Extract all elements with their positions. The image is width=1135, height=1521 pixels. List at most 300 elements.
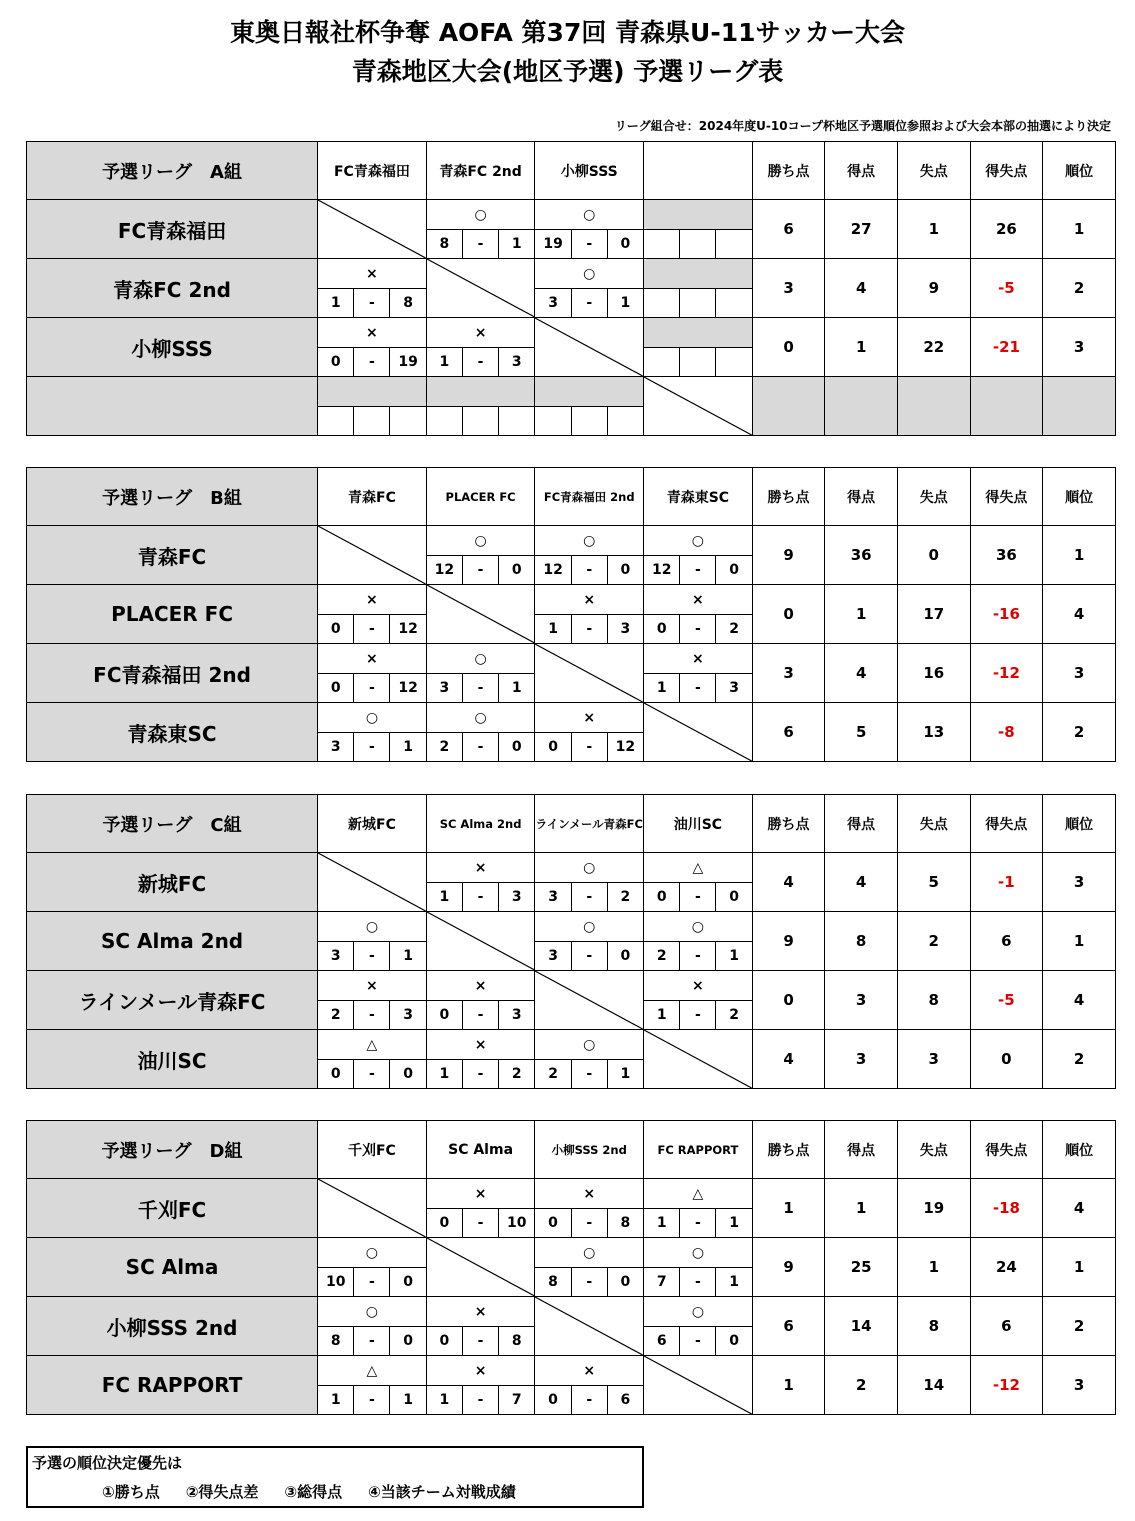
team-stat: -5 xyxy=(970,971,1043,1030)
team-stat: 13 xyxy=(897,703,970,762)
score-value: 1 xyxy=(716,942,752,971)
team-stat: 4 xyxy=(825,259,898,318)
team-name xyxy=(27,377,318,436)
score-separator: - xyxy=(680,883,716,912)
score-value: 7 xyxy=(499,1386,535,1415)
score-value: 3 xyxy=(318,942,354,971)
match-result-mark: ○ xyxy=(318,1238,427,1268)
team-stat: 3 xyxy=(1043,318,1116,377)
league-name: 予選リーグ D組 xyxy=(27,1121,318,1179)
score-separator: - xyxy=(680,1209,716,1238)
score-value: 1 xyxy=(535,615,571,644)
team-stat xyxy=(1043,377,1116,436)
score-value: 3 xyxy=(535,942,571,971)
league-table-a xyxy=(26,141,1116,436)
team-stat: 9 xyxy=(752,1238,825,1297)
score-value: 19 xyxy=(390,348,426,377)
self-match-diagonal xyxy=(426,912,535,971)
score-separator: - xyxy=(463,1327,499,1356)
match-result-mark: × xyxy=(535,585,644,615)
team-stat: 2 xyxy=(1043,1297,1116,1356)
team-stat xyxy=(970,377,1043,436)
score-value: 1 xyxy=(390,942,426,971)
score-value: 0 xyxy=(318,1060,354,1089)
team-stat: 2 xyxy=(897,912,970,971)
score-separator: - xyxy=(354,674,390,703)
stat-header: 失点 xyxy=(897,468,970,526)
score-value: 3 xyxy=(318,733,354,762)
score-separator: - xyxy=(463,733,499,762)
stat-header: 順位 xyxy=(1043,468,1116,526)
league-composition-note: リーグ組合せ：2024年度U-10コープ杯地区予選順位参照および大会本部の抽選により決定 xyxy=(614,119,1111,133)
team-name: 青森FC xyxy=(27,526,318,585)
stat-header: 失点 xyxy=(897,1121,970,1179)
opponent-header: 新城FC xyxy=(318,795,427,853)
score-value: 10 xyxy=(318,1268,354,1297)
stat-header: 得失点 xyxy=(970,468,1043,526)
team-row xyxy=(27,1030,1116,1060)
team-stat: 1 xyxy=(1043,200,1116,259)
team-stat: 14 xyxy=(825,1297,898,1356)
opponent-header: 千刈FC xyxy=(318,1121,427,1179)
team-name: FC青森福田 xyxy=(27,200,318,259)
score-separator: - xyxy=(463,1386,499,1415)
match-result-mark: ○ xyxy=(426,644,535,674)
score-separator: - xyxy=(354,1327,390,1356)
opponent-header: FC青森福田 2nd xyxy=(535,468,644,526)
score-separator: - xyxy=(680,942,716,971)
opponent-header: 青森FC 2nd xyxy=(426,142,535,200)
match-result-mark: × xyxy=(535,1179,644,1209)
stat-header: 得点 xyxy=(825,1121,898,1179)
opponent-header xyxy=(644,142,753,200)
team-stat: 36 xyxy=(825,526,898,585)
opponent-header: FC青森福田 xyxy=(318,142,427,200)
score-value: 0 xyxy=(318,674,354,703)
stat-header: 得点 xyxy=(825,142,898,200)
self-match-diagonal xyxy=(318,200,427,259)
self-match-diagonal xyxy=(318,526,427,585)
team-name: 青森FC 2nd xyxy=(27,259,318,318)
stat-header: 得失点 xyxy=(970,142,1043,200)
score-value: 1 xyxy=(426,883,462,912)
score-value: 1 xyxy=(644,674,680,703)
team-name: SC Alma 2nd xyxy=(27,912,318,971)
league-name: 予選リーグ B組 xyxy=(27,468,318,526)
score-value: 0 xyxy=(716,1327,752,1356)
match-result-mark: ○ xyxy=(644,1238,753,1268)
match-result-mark: ○ xyxy=(535,259,644,289)
score-value: 0 xyxy=(644,615,680,644)
team-stat: 3 xyxy=(897,1030,970,1089)
league-header-row xyxy=(27,1121,1116,1179)
score-value: 12 xyxy=(535,556,571,585)
match-result-mark: × xyxy=(644,971,753,1001)
team-stat: -12 xyxy=(970,1356,1043,1415)
score-separator: - xyxy=(680,1268,716,1297)
score-separator: - xyxy=(680,556,716,585)
team-stat: 0 xyxy=(897,526,970,585)
score-value: 0 xyxy=(607,942,643,971)
score-value: 0 xyxy=(535,1386,571,1415)
team-row xyxy=(27,526,1116,556)
score-separator: - xyxy=(463,1209,499,1238)
score-separator: - xyxy=(680,1327,716,1356)
team-stat: 3 xyxy=(752,259,825,318)
team-name: 新城FC xyxy=(27,853,318,912)
team-stat: 8 xyxy=(825,912,898,971)
score-value xyxy=(716,348,752,377)
score-separator: - xyxy=(463,1001,499,1030)
match-result-mark: ○ xyxy=(535,1030,644,1060)
self-match-diagonal xyxy=(318,853,427,912)
stat-header: 得失点 xyxy=(970,1121,1043,1179)
team-stat: 1 xyxy=(752,1179,825,1238)
score-value: 3 xyxy=(499,883,535,912)
score-value: 2 xyxy=(499,1060,535,1089)
match-result-mark: ○ xyxy=(535,526,644,556)
team-stat: 2 xyxy=(825,1356,898,1415)
team-stat: 25 xyxy=(825,1238,898,1297)
team-stat: 3 xyxy=(1043,1356,1116,1415)
match-result-mark: × xyxy=(318,971,427,1001)
score-separator: - xyxy=(354,1386,390,1415)
score-separator: - xyxy=(571,230,607,259)
match-result-mark xyxy=(318,377,427,407)
team-row xyxy=(27,1356,1116,1386)
team-stat: 3 xyxy=(1043,644,1116,703)
opponent-header: 小柳SSS 2nd xyxy=(535,1121,644,1179)
team-stat: 1 xyxy=(825,318,898,377)
score-separator: - xyxy=(571,1209,607,1238)
score-separator xyxy=(463,407,499,436)
score-value: 2 xyxy=(318,1001,354,1030)
score-value: 2 xyxy=(716,1001,752,1030)
score-value: 0 xyxy=(607,230,643,259)
team-stat: 4 xyxy=(825,644,898,703)
team-stat: 27 xyxy=(825,200,898,259)
score-value: 8 xyxy=(318,1327,354,1356)
team-row xyxy=(27,377,1116,407)
score-separator: - xyxy=(463,556,499,585)
score-value: 12 xyxy=(390,615,426,644)
team-name: 小柳SSS 2nd xyxy=(27,1297,318,1356)
team-stat: -21 xyxy=(970,318,1043,377)
stat-header: 得点 xyxy=(825,468,898,526)
match-result-mark: ○ xyxy=(318,1297,427,1327)
stat-header: 順位 xyxy=(1043,1121,1116,1179)
stat-header: 失点 xyxy=(897,142,970,200)
team-row xyxy=(27,1238,1116,1268)
match-result-mark: × xyxy=(644,644,753,674)
match-result-mark: × xyxy=(426,1297,535,1327)
score-separator: - xyxy=(571,615,607,644)
match-result-mark: ○ xyxy=(318,912,427,942)
team-stat: 26 xyxy=(970,200,1043,259)
team-name: 油川SC xyxy=(27,1030,318,1089)
team-stat: 5 xyxy=(897,853,970,912)
team-stat: 9 xyxy=(752,912,825,971)
match-result-mark: × xyxy=(426,971,535,1001)
team-stat: 2 xyxy=(1043,703,1116,762)
score-value xyxy=(716,289,752,318)
priority-item: ①勝ち点 xyxy=(102,1483,160,1501)
opponent-header: 小柳SSS xyxy=(535,142,644,200)
team-stat: 1 xyxy=(897,1238,970,1297)
team-stat: 2 xyxy=(1043,259,1116,318)
team-name: FC青森福田 2nd xyxy=(27,644,318,703)
score-value: 0 xyxy=(716,556,752,585)
title-line-1: 東奥日報社杯争奪 AOFA 第37回 青森県U-11サッカー大会 xyxy=(229,18,906,47)
team-stat: 4 xyxy=(1043,1179,1116,1238)
score-separator: - xyxy=(463,348,499,377)
team-stat: 1 xyxy=(897,200,970,259)
team-row xyxy=(27,644,1116,674)
score-value: 0 xyxy=(535,733,571,762)
score-value: 8 xyxy=(499,1327,535,1356)
stat-header: 勝ち点 xyxy=(752,142,825,200)
league-grid xyxy=(26,467,1116,762)
score-value xyxy=(644,230,680,259)
score-value: 0 xyxy=(390,1268,426,1297)
team-stat: -18 xyxy=(970,1179,1043,1238)
match-result-mark: × xyxy=(318,259,427,289)
team-stat: -1 xyxy=(970,853,1043,912)
team-stat: 14 xyxy=(897,1356,970,1415)
team-stat: 9 xyxy=(897,259,970,318)
score-separator xyxy=(354,407,390,436)
score-value: 0 xyxy=(607,1268,643,1297)
stat-header: 得点 xyxy=(825,795,898,853)
team-stat: 24 xyxy=(970,1238,1043,1297)
score-value: 10 xyxy=(499,1209,535,1238)
self-match-diagonal xyxy=(535,1297,644,1356)
score-value: 3 xyxy=(716,674,752,703)
team-stat: -8 xyxy=(970,703,1043,762)
score-separator: - xyxy=(571,1386,607,1415)
score-value: 0 xyxy=(644,883,680,912)
ranking-priority-items xyxy=(102,1481,542,1502)
score-value: 1 xyxy=(499,674,535,703)
team-stat: 1 xyxy=(1043,526,1116,585)
score-separator: - xyxy=(463,674,499,703)
league-table-d xyxy=(26,1120,1116,1415)
stat-header: 勝ち点 xyxy=(752,1121,825,1179)
score-value: 1 xyxy=(716,1268,752,1297)
team-stat xyxy=(897,377,970,436)
score-separator: - xyxy=(354,289,390,318)
score-value: 1 xyxy=(426,348,462,377)
stat-header: 勝ち点 xyxy=(752,468,825,526)
score-value: 1 xyxy=(426,1386,462,1415)
score-value: 12 xyxy=(644,556,680,585)
match-result-mark: × xyxy=(644,585,753,615)
score-value: 12 xyxy=(390,674,426,703)
score-value: 2 xyxy=(607,883,643,912)
team-name: ラインメール青森FC xyxy=(27,971,318,1030)
self-match-diagonal xyxy=(644,1030,753,1089)
stat-header: 失点 xyxy=(897,795,970,853)
score-value: 0 xyxy=(716,883,752,912)
team-name: PLACER FC xyxy=(27,585,318,644)
self-match-diagonal xyxy=(644,1356,753,1415)
team-stat: 8 xyxy=(897,1297,970,1356)
league-table-b xyxy=(26,467,1116,762)
score-value: 2 xyxy=(644,942,680,971)
team-stat: 19 xyxy=(897,1179,970,1238)
match-result-mark: ○ xyxy=(644,912,753,942)
score-separator: - xyxy=(571,942,607,971)
score-value: 0 xyxy=(499,556,535,585)
score-separator: - xyxy=(680,1001,716,1030)
team-stat: 36 xyxy=(970,526,1043,585)
team-stat: 4 xyxy=(752,1030,825,1089)
score-value: 12 xyxy=(607,733,643,762)
score-value: 1 xyxy=(644,1209,680,1238)
score-value: 0 xyxy=(499,733,535,762)
match-result-mark: × xyxy=(426,1030,535,1060)
match-result-mark: × xyxy=(535,703,644,733)
score-separator: - xyxy=(354,348,390,377)
score-value: 3 xyxy=(390,1001,426,1030)
score-value: 1 xyxy=(607,289,643,318)
score-value: 8 xyxy=(607,1209,643,1238)
team-stat: 6 xyxy=(752,200,825,259)
match-result-mark: × xyxy=(426,318,535,348)
match-result-mark: △ xyxy=(644,1179,753,1209)
team-stat: 1 xyxy=(752,1356,825,1415)
league-grid xyxy=(26,794,1116,1089)
score-separator: - xyxy=(354,942,390,971)
team-stat: -12 xyxy=(970,644,1043,703)
score-value: 19 xyxy=(535,230,571,259)
team-stat: 4 xyxy=(1043,585,1116,644)
team-stat: 6 xyxy=(752,1297,825,1356)
match-result-mark: ○ xyxy=(535,200,644,230)
team-row xyxy=(27,259,1116,289)
team-stat xyxy=(752,377,825,436)
ranking-priority-title: 予選の順位決定優先は xyxy=(32,1454,183,1472)
score-value xyxy=(535,407,571,436)
score-value: 2 xyxy=(426,733,462,762)
match-result-mark: ○ xyxy=(318,703,427,733)
opponent-header: SC Alma 2nd xyxy=(426,795,535,853)
match-result-mark xyxy=(644,318,753,348)
team-row xyxy=(27,1179,1116,1209)
score-value: 6 xyxy=(607,1386,643,1415)
score-value: 3 xyxy=(535,289,571,318)
team-stat: 1 xyxy=(1043,1238,1116,1297)
score-value: 3 xyxy=(607,615,643,644)
score-value: 0 xyxy=(318,348,354,377)
league-grid xyxy=(26,1120,1116,1415)
score-value: 1 xyxy=(390,733,426,762)
league-name: 予選リーグ C組 xyxy=(27,795,318,853)
score-value xyxy=(644,289,680,318)
team-row xyxy=(27,971,1116,1001)
team-stat: -16 xyxy=(970,585,1043,644)
team-stat: 9 xyxy=(752,526,825,585)
team-stat: 0 xyxy=(752,971,825,1030)
opponent-header: 青森FC xyxy=(318,468,427,526)
score-value: 2 xyxy=(535,1060,571,1089)
match-result-mark: ○ xyxy=(535,1238,644,1268)
stat-header: 順位 xyxy=(1043,795,1116,853)
score-separator xyxy=(680,348,716,377)
ranking-priority-box xyxy=(26,1446,644,1508)
team-stat: 0 xyxy=(752,585,825,644)
team-stat: 0 xyxy=(970,1030,1043,1089)
score-value xyxy=(318,407,354,436)
league-header-row xyxy=(27,142,1116,200)
score-value: 3 xyxy=(426,674,462,703)
score-value xyxy=(716,230,752,259)
self-match-diagonal xyxy=(535,644,644,703)
league-grid xyxy=(26,141,1116,436)
team-stat: 6 xyxy=(752,703,825,762)
score-value: 1 xyxy=(318,1386,354,1415)
team-stat: 3 xyxy=(825,971,898,1030)
match-result-mark: ○ xyxy=(644,526,753,556)
self-match-diagonal xyxy=(426,585,535,644)
self-match-diagonal xyxy=(644,703,753,762)
match-result-mark: × xyxy=(426,1179,535,1209)
score-value: 0 xyxy=(426,1001,462,1030)
score-separator: - xyxy=(571,289,607,318)
score-value: 8 xyxy=(426,230,462,259)
score-value: 1 xyxy=(644,1001,680,1030)
team-name: SC Alma xyxy=(27,1238,318,1297)
team-row xyxy=(27,1297,1116,1327)
team-name: 小柳SSS xyxy=(27,318,318,377)
score-separator: - xyxy=(354,733,390,762)
team-stat xyxy=(825,377,898,436)
title-line-2: 青森地区大会(地区予選) 予選リーグ表 xyxy=(351,57,784,86)
score-separator: - xyxy=(354,615,390,644)
team-stat: 8 xyxy=(897,971,970,1030)
score-value: 12 xyxy=(426,556,462,585)
score-value: 1 xyxy=(499,230,535,259)
score-separator xyxy=(571,407,607,436)
team-stat: 0 xyxy=(752,318,825,377)
team-stat: 5 xyxy=(825,703,898,762)
opponent-header: FC RAPPORT xyxy=(644,1121,753,1179)
score-separator: - xyxy=(354,1268,390,1297)
score-value xyxy=(390,407,426,436)
match-result-mark: ○ xyxy=(426,526,535,556)
self-match-diagonal xyxy=(426,259,535,318)
score-value: 0 xyxy=(390,1060,426,1089)
score-value: 0 xyxy=(318,615,354,644)
match-result-mark: ○ xyxy=(535,912,644,942)
team-stat: 2 xyxy=(1043,1030,1116,1089)
match-result-mark: △ xyxy=(318,1030,427,1060)
team-row xyxy=(27,853,1116,883)
team-stat: 16 xyxy=(897,644,970,703)
team-row xyxy=(27,703,1116,733)
score-separator xyxy=(680,289,716,318)
score-value: 0 xyxy=(535,1209,571,1238)
score-value: 7 xyxy=(644,1268,680,1297)
score-value: 1 xyxy=(716,1209,752,1238)
score-value: 1 xyxy=(390,1386,426,1415)
team-stat: 4 xyxy=(825,853,898,912)
score-value: 0 xyxy=(607,556,643,585)
self-match-diagonal xyxy=(535,971,644,1030)
match-result-mark: × xyxy=(426,1356,535,1386)
match-result-mark xyxy=(535,377,644,407)
team-stat: -5 xyxy=(970,259,1043,318)
